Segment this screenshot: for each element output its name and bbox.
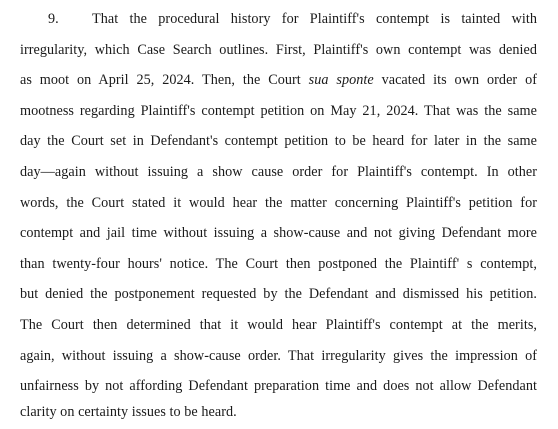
line-text: words, the Court stated it would hear the matter concerning Plaintiff's petition for	[20, 195, 537, 211]
italic-phrase: sua sponte	[308, 72, 374, 88]
paragraph-line-9	[20, 253, 537, 275]
paragraph-line-3	[20, 69, 537, 91]
line-text: than twenty-four hours' notice. The Court then postponed the Plaintiff' s contempt,	[20, 256, 537, 272]
line-text: vacated its own order of	[373, 72, 537, 88]
line-text: as moot on April 25, 2024. Then, the Court	[20, 72, 309, 88]
line-text: but denied the postponement requested by the Defendant and dismissed his petition.	[20, 286, 537, 302]
line-text: day—again without issuing a show cause order for Plaintiff's contempt. In other	[20, 164, 537, 180]
line-text: irregularity, which Case Search outlines. First, Plaintiff's own contempt was denied	[20, 42, 537, 58]
line-text: again, without issuing a show-cause order. That irregularity gives the impression of	[20, 348, 537, 364]
line-text: The Court then determined that it would hear Plaintiff's contempt at the merits,	[20, 317, 537, 333]
line-text: That the procedural history for Plaintiff's contempt is tainted with	[92, 11, 537, 27]
paragraph-line-8	[20, 222, 537, 244]
line-text: clarity on certainty issues to be heard.	[20, 404, 237, 420]
paragraph-line-11	[20, 314, 537, 336]
line-text: day the Court set in Defendant's contempt petition to be heard for later in the same	[20, 133, 537, 149]
paragraph-number: 9.	[48, 11, 59, 27]
paragraph-line-6	[20, 161, 537, 183]
line-text: contempt and jail time without issuing a show-cause and not giving Defendant more	[20, 225, 537, 241]
paragraph-line-5	[20, 130, 537, 152]
paragraph-line-13	[20, 375, 537, 397]
line-text: mootness regarding Plaintiff's contempt petition on May 21, 2024. That was the same	[20, 103, 537, 119]
paragraph-line-7	[20, 192, 537, 214]
paragraph-line-2	[20, 39, 537, 61]
paragraph-line-12	[20, 345, 537, 367]
line-text: unfairness by not affording Defendant preparation time and does not allow Defendant	[20, 378, 537, 394]
paragraph-line-1	[48, 8, 537, 30]
paragraph-line-4	[20, 100, 537, 122]
paragraph-line-10	[20, 283, 537, 305]
paragraph-line-14	[20, 401, 537, 423]
